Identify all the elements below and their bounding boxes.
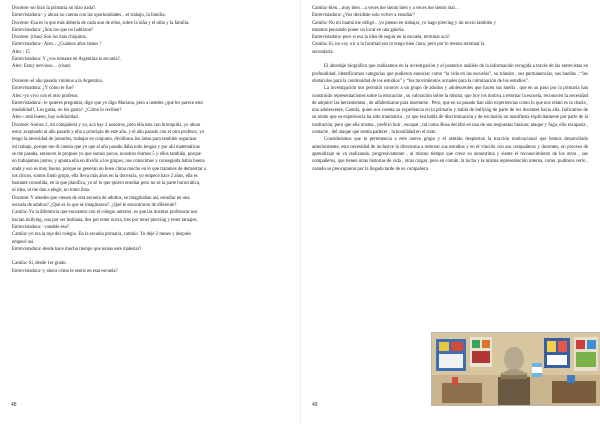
transcript-line: Entrevistadora:-¿Vos decidiste solo volver a estudiar? — [312, 13, 415, 19]
paragraph-analysis: El abordaje biográfico que realizamos en la investigación y el posterior análisis de la información recogida a través de las entrevistas en profundidad, identificamos categorías que pudieron enunciar como “la vida en las escuelas”, su tránsito , sus permanencias, sus huellas ; “los obstáculos para la continuidad de los estudios” y “los movimientos actuales para la culminación de los estudios”. — [312, 64, 588, 84]
transcript-line: Entrevistadora:- le quieres preguntar, digo que yo digo Mariana, pero a ustedes ¿qué les parece esto — [12, 100, 203, 106]
left-page-text — [12, 5, 288, 275]
classroom-photo — [431, 332, 600, 406]
transcript-line: Docente:-el año pasado vinimos a la Argentina. — [12, 78, 103, 84]
transcript-line: onda y eso es muy bueno, porque se generan un buen clima mucho en lo que tratamos de demostrar a — [12, 166, 207, 172]
transcript-line: estoy aceptando al año pasado y ella a principio de este año, y el año pasado con el otro profesor, yo — [12, 130, 205, 136]
paragraph-conclusion: Consideramos que la pertenencia a este nuevo grupo y el sentido despiertan la tracción motivacional que hemos desarrollado anteriormente, esta necesidad de inclusive la directorna a retornar sus estudios y en el vínculo con sus compañeros y docentes, un proceso de aprendizaje se va realizando, progresivamente , al mismo tiempo que crece su autoestima y siente el reconocimiento de los otros , sus compañeros, que tienen otras historias de vida , otras cargas, pero en común, la lucha y la misma representación interna, como: pudimos verlo , cuando se preocuparon por la llegada tarde de su compañera. — [312, 137, 588, 172]
transcript-line: se me pasaba, entonces le propuse yo que somos pocos, nosotros éramos 5 y ellos también, porque — [12, 151, 202, 157]
transcript-line: Docente: Y ustedes que vienen de otra escuela de adultos, se imaginaban así, estudiar en una — [12, 195, 190, 201]
transcript-line: Camila:-Yo la diferencia que encuentro con el colegio anterior, es que las mismas profesoras nos — [12, 210, 198, 216]
transcript-line: Docente: (risas) Son los más chiquitos. — [12, 35, 87, 41]
transcript-line: escuela de adultos? ¿Qué es lo que se imaginaron?. ¿Qué le encontraron de diferente?. — [12, 203, 178, 209]
transcript-line: ni idea, ni me dan a elegir, no tomo lista. — [12, 188, 91, 194]
transcript-line: Entrevistadora:-y ahora cómo te sentís en esta escuela? — [12, 268, 118, 274]
right-page — [300, 0, 600, 424]
transcript-line: Entrevistadora: Y ¿vos tomaste en Argentina la escuela?. — [12, 57, 121, 63]
transcript-line: bastante consolida, en la que planifica, yo sé lo que quiero enseñar pero no sé la parte burocrática, — [12, 181, 201, 187]
transcript-line: Camila:-No mi mamá me obligó…yo pienso en trabajar, yo hago piercing y mi novio también y — [312, 20, 496, 26]
transcript-line: Docente:-Somos 2, mi compañera y yo, acá hay 2 nosotros, pero ella esta con bronquitis, yo ahora — [12, 122, 201, 128]
transcript-line: Entrevistadora:- y ahora no cuenta con las oportunidades…el trabajo, la familia. — [12, 13, 166, 19]
transcript-line: Camila:-bien…muy bien…a veces me siento bien y a veces me siento mal… — [312, 6, 460, 11]
dialogue-block — [312, 5, 588, 56]
transcript-line: Alex:-yo vivo con el otro profesor. — [12, 93, 79, 99]
transcript-line: Entrevistadora:- Alex…¿Cuántos años tienes ? — [12, 42, 102, 48]
transcript-line: mi trabajo, porque me di cuenta que yo que el año pasado daba todo lengua y por ahí matemáticas — [12, 144, 200, 150]
transcript-line: estamos pensando poner un local en una galería. — [312, 27, 405, 33]
classroom-photo-icon — [432, 333, 600, 405]
right-page-text — [312, 5, 588, 173]
transcript-line: Entrevistadora: - notable eso? — [12, 224, 70, 230]
page-number-left: 48 — [11, 402, 17, 408]
transcript-line: Entrevistadora:-desde hace mucho tiempo que tenías este malestar? — [12, 246, 142, 252]
transcript-line: Camila:-yo era la reja del colegio. En la escuela primaria, cambio. Yo dejé 2 meses y después — [12, 232, 192, 238]
transcript-line: hacían bullying, una por ser lesbiana, dos por tener novia, tres por tener piercing y tener tatuajes. — [12, 217, 198, 223]
transcript-line: Entrevistadora:-pero si esa la idea de seguir en la escuela, terminar acá? — [312, 35, 450, 41]
paragraph-spacer — [12, 253, 288, 260]
paragraph-spacer — [12, 71, 288, 78]
transcript-line: Camila:-Sí, no voy a ir a la facultad eso lo tengo bien claro, pero por lo menos terminar la — [312, 42, 485, 48]
transcript-line: Docente:-Esa es la que más debería de cada uno de ellos, sobre la niña y el niño y la familia. — [12, 20, 190, 26]
transcript-line: los chicos, somos lindo grupo, ella lleva más años en la docencia, yo empecé hace 2 años, ella es — [12, 173, 198, 179]
paragraph-research: La investigación nos permitió conocer a un grupo de adultos y adolescentes que hacen sus huella , que en su paso por la primaria han construido representaciones sobre la educación , su valoración sobre la misma, que hoy los motiva a retornar la escuela, reconocen la necesidad de adquirir las herramientas , de alfabetizarse para insertarse . Pero, que en su pasado han sido experiencias como lo que nos relató es la charla , una adolescente, Camila, quien nos cuenta su experiencia en la primaria y habla de bullying de parte de los docentes hacia ella. Indicamos de su relato que su experiencia ha sido traumática , ya que esa habla de discriminación y de exclusión no manifiesta explícitamente por parte de la institución, pero que ella misma , prefirió huir , escapar , tal como Rosa decidió en una de sus respuestas básicas; ataque y fuga; ello escaparía , contacte , del ataque que sentía padecer , la hostilidad en el trato. — [312, 86, 588, 136]
transcript-line: Alex : 15 — [12, 49, 30, 55]
transcript-line: Entrevistadora: ¿Y cómo te fue? — [12, 86, 74, 92]
transcript-line: Camila:-Sí, desde 1er grado. — [12, 261, 67, 267]
transcript-line: Docente:-no hizo la primaria no hizo nada?. — [12, 6, 97, 11]
transcript-line: empecé así. — [12, 239, 35, 245]
transcript-line: Alex:- está bueno, hay solidaridad. — [12, 115, 79, 121]
transcript-line: Alex: Estoy nervioso… (risas) — [12, 64, 71, 70]
page-number-right: 49 — [312, 402, 318, 408]
transcript-line: modalidad?, Los gusta, no los gusta?. ¿Cómo lo reciben? — [12, 108, 122, 114]
transcript-line: secundaria. — [312, 49, 334, 55]
transcript-line: Entrevistadora: ¿Son los que no hablaron? — [12, 27, 94, 33]
transcript-line: no trabajamos juntos, y apunta ella en dividir a los grupos, nos conocimos y conseguida había buena — [12, 159, 205, 165]
transcript-line: tengo la necesidad de juntarlos, trabajar en conjunto, dividimos los áreas para también organizar — [12, 137, 197, 143]
